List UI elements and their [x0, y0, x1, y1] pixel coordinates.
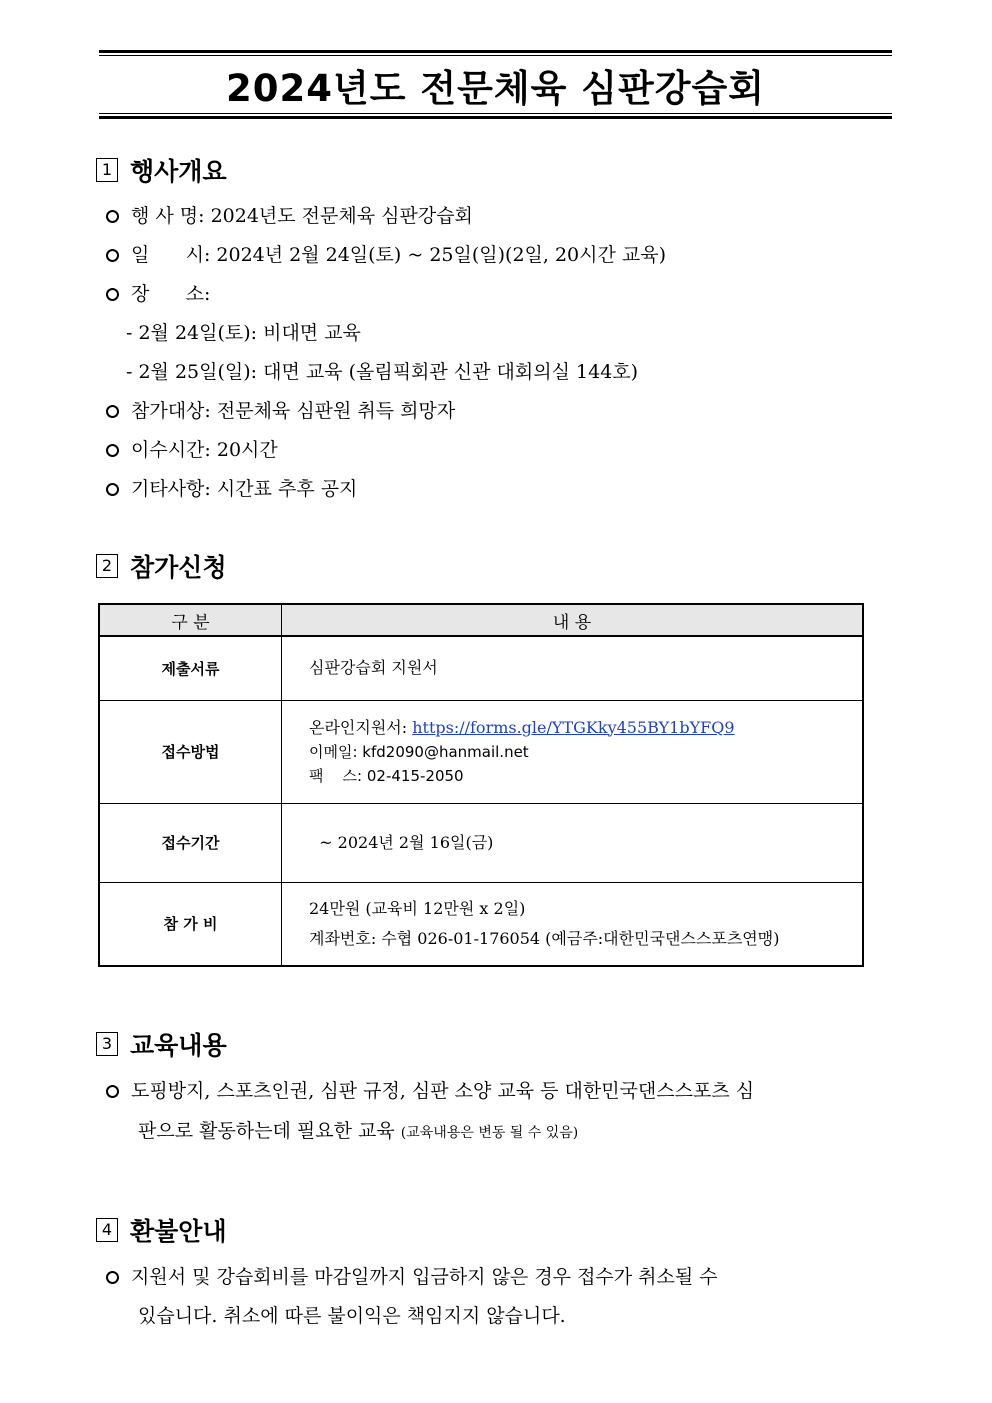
table-header-row: [99, 604, 863, 636]
circle-bullet-icon: [106, 1085, 119, 1098]
page-title: 2024년도 전문체육 심판강습회: [226, 67, 765, 110]
table-header-content: 내 용: [282, 604, 864, 636]
row-label: 참 가 비: [99, 882, 282, 966]
row-value: 24만원 (교육비 12만원 x 2일) 계좌번호: 수협 026-01-176054 (예금주:대한민국댄스스포츠연맹): [282, 882, 864, 966]
circle-bullet-icon: [106, 444, 119, 457]
application-table: [98, 603, 864, 967]
table-row: [99, 636, 863, 700]
row-value: 심판강습회 지원서: [282, 636, 864, 700]
section-number: 3: [96, 1032, 118, 1056]
overview-date: 일 시: 2024년 2월 24일(토) ~ 25일(일)(2일, 20시간 교육): [106, 240, 666, 267]
section-title: 교육내용: [130, 1031, 227, 1060]
education-note: (교육내용은 변동 될 수 있음): [400, 1125, 579, 1141]
education-line1: 도핑방지, 스포츠인권, 심판 규정, 심판 소양 교육 등 대한민국댄스스포츠 심: [106, 1076, 754, 1103]
circle-bullet-icon: [106, 405, 119, 418]
table-row: [99, 700, 863, 803]
row-label: 접수방법: [99, 700, 282, 803]
education-line2: 판으로 활동하는데 필요한 교육 (교육내용은 변동 될 수 있음): [138, 1120, 579, 1142]
email-line: 이메일: kfd2090@hanmail.net: [309, 742, 529, 761]
table-row: [99, 803, 863, 882]
section-number: 2: [96, 554, 118, 578]
row-label: 제출서류: [99, 636, 282, 700]
table-header-category: 구 분: [99, 604, 282, 636]
section-heading-overview: [96, 155, 227, 185]
overview-place-sub1: - 2월 24일(토): 비대면 교육: [126, 322, 361, 344]
refund-line1: 지원서 및 강습회비를 마감일까지 입금하지 않은 경우 접수가 취소될 수: [106, 1262, 718, 1289]
circle-bullet-icon: [106, 483, 119, 496]
overview-place: 장 소:: [106, 279, 210, 306]
section-heading-application: [96, 551, 227, 581]
title-rule-top-thin: [99, 55, 892, 56]
overview-target: 참가대상: 전문체육 심판원 취득 희망자: [106, 396, 455, 423]
section-heading-education: [96, 1029, 227, 1059]
title-rule-top-thick: [99, 50, 892, 53]
section-number: 1: [96, 158, 118, 182]
table-row: [99, 882, 863, 966]
section-title: 행사개요: [130, 157, 227, 186]
overview-event-name: 행 사 명: 2024년도 전문체육 심판강습회: [106, 201, 473, 228]
section-title: 참가신청: [130, 553, 227, 582]
fax-line: 팩 스: 02-415-2050: [309, 766, 464, 785]
circle-bullet-icon: [106, 1271, 119, 1284]
title-rule-bottom-thin: [99, 113, 892, 114]
overview-place-sub2: - 2월 25일(일): 대면 교육 (올림픽회관 신관 대회의실 144호): [126, 361, 639, 383]
row-label: 접수기간: [99, 803, 282, 882]
title-rule-bottom-thick: [99, 116, 892, 119]
application-form-link[interactable]: https://forms.gle/YTGKky455BY1bYFQ9: [412, 717, 735, 737]
section-title: 환불안내: [130, 1217, 227, 1246]
refund-line2: 있습니다. 취소에 따른 불이익은 책임지지 않습니다.: [138, 1305, 566, 1327]
section-number: 4: [96, 1218, 118, 1242]
circle-bullet-icon: [106, 288, 119, 301]
section-heading-refund: [96, 1215, 227, 1245]
row-value: ~ 2024년 2월 16일(금): [282, 803, 864, 882]
overview-hours: 이수시간: 20시간: [106, 435, 278, 462]
row-value: 온라인지원서: https://forms.gle/YTGKky455BY1bYFQ9 이메일: kfd2090@hanmail.net 팩 스: 02-415-2050: [282, 700, 864, 803]
circle-bullet-icon: [106, 210, 119, 223]
overview-etc: 기타사항: 시간표 추후 공지: [106, 474, 357, 501]
circle-bullet-icon: [106, 249, 119, 262]
